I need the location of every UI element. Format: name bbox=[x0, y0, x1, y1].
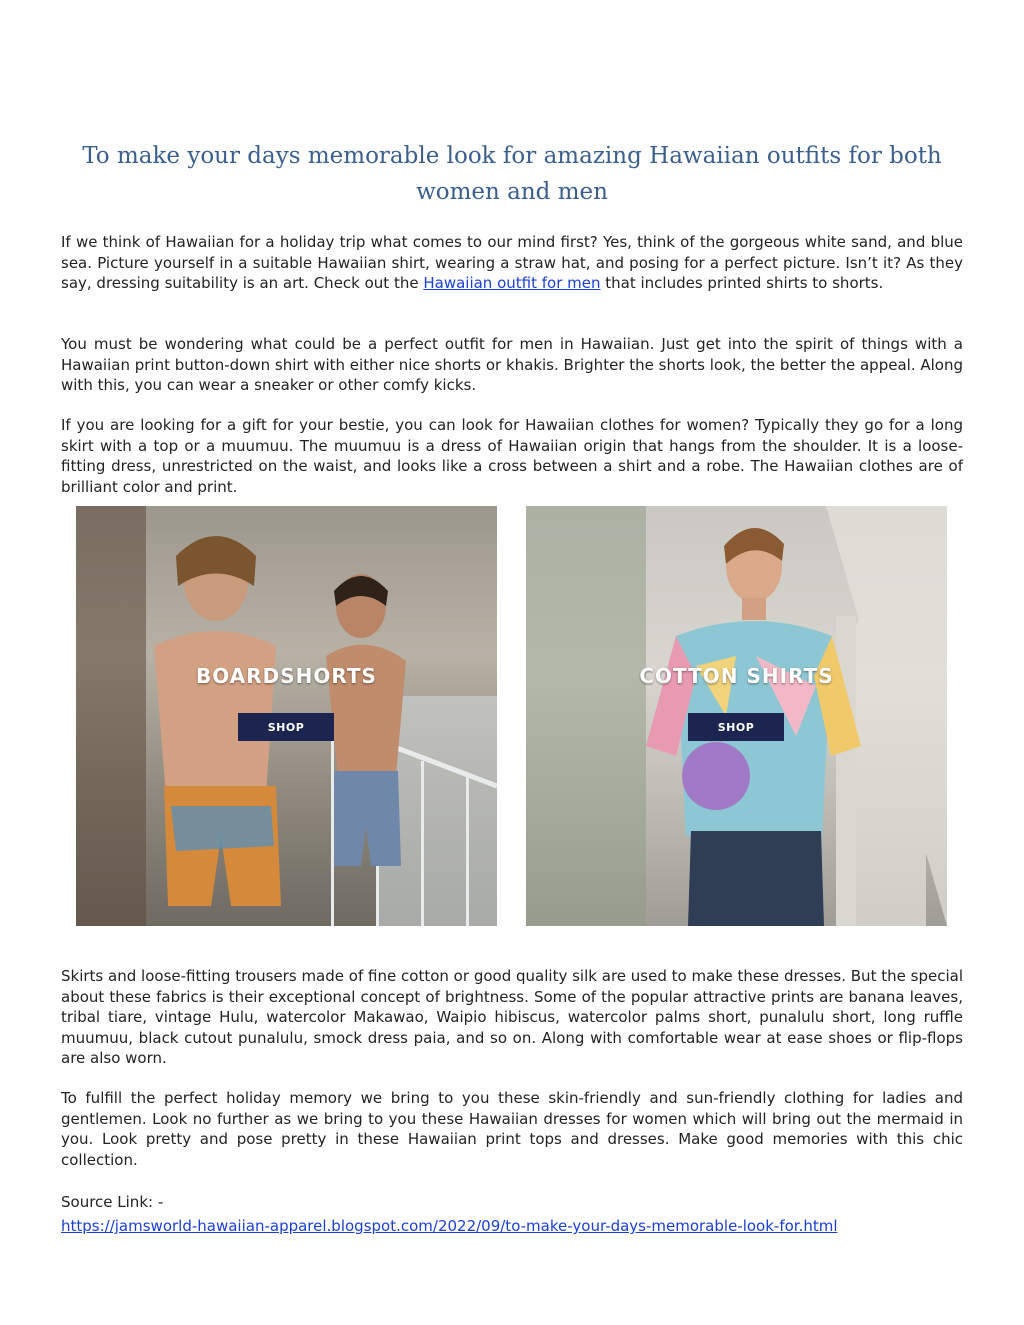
source-label: Source Link: - bbox=[61, 1193, 164, 1211]
boardshorts-label: BOARDSHORTS bbox=[196, 664, 377, 688]
paragraph-intro-text-end: that includes printed shirts to shorts. bbox=[600, 274, 884, 292]
paragraph-women-clothes: If you are looking for a gift for your bestie, you can look for Hawaiian clothes for women? Typically they go for a long skirt with a top or a muumuu. The muumuu is a dress of Hawaiian origin that hangs from the shoulder. It is a loose-fitting dress, unrestricted on the waist, and looks like a cross between a shirt and a robe. The Hawaiian clothes are of brilliant color and print. bbox=[61, 416, 963, 496]
cotton-shirts-label: COTTON SHIRTS bbox=[639, 664, 834, 688]
paragraph-men-outfit: You must be wondering what could be a perfect outfit for men in Hawaiian. Just get into the spirit of things with a Hawaiian print button-down shirt with either nice shorts or khakis. Brighter the shorts look, the better the appeal. Along with this, you can wear a sneaker or other comfy kicks. bbox=[61, 335, 963, 394]
cotton-shirts-shop-button[interactable]: SHOP bbox=[688, 713, 784, 741]
source-link[interactable]: https://jamsworld-hawaiian-apparel.blogspot.com/2022/09/to-make-your-days-memorable-look-for.html bbox=[61, 1217, 838, 1235]
paragraph-fabrics: Skirts and loose-fitting trousers made of fine cotton or good quality silk are used to make these dresses. But the special about these fabrics is their exceptional concept of brightness. Some of the popular attractive prints are banana leaves, tribal tiare, vintage Hulu, watercolor Makawao, Waipio hibiscus, watercolor palms short, punalulu short, long ruffle muumuu, black cutout punalulu, smock dress paia, and so on. Along with comfortable wear at ease shoes or flip-flops are also worn. bbox=[61, 967, 963, 1067]
page-title: To make your days memorable look for amazing Hawaiian outfits for both women and men bbox=[82, 143, 942, 205]
paragraph-intro bbox=[61, 232, 963, 294]
boardshorts-shop-button[interactable]: SHOP bbox=[238, 713, 334, 741]
cotton-shirts-photo[interactable] bbox=[526, 506, 947, 926]
boardshorts-photo[interactable] bbox=[76, 506, 497, 926]
paragraph-closing: To fulfill the perfect holiday memory we bring to you these skin-friendly and sun-friendly clothing for ladies and gentlemen. Look no further as we bring to you these Hawaiian dresses for women which will bring out the mermaid in you. Look pretty and pose pretty in these Hawaiian print tops and dresses. Make good memories with this chic collection. bbox=[61, 1089, 963, 1169]
paragraph-intro-text: If we think of Hawaiian for a holiday trip what comes to our mind first? Yes, think of the gorgeous white sand, and blue sea. Picture yourself in a suitable Hawaiian shirt, wearing a straw hat, and posing for a perfect picture. Isn’t it? As they say, dressing suitability is an art. Check out the bbox=[61, 233, 963, 292]
hawaiian-outfit-for-men-link[interactable]: Hawaiian outfit for men bbox=[423, 274, 601, 292]
